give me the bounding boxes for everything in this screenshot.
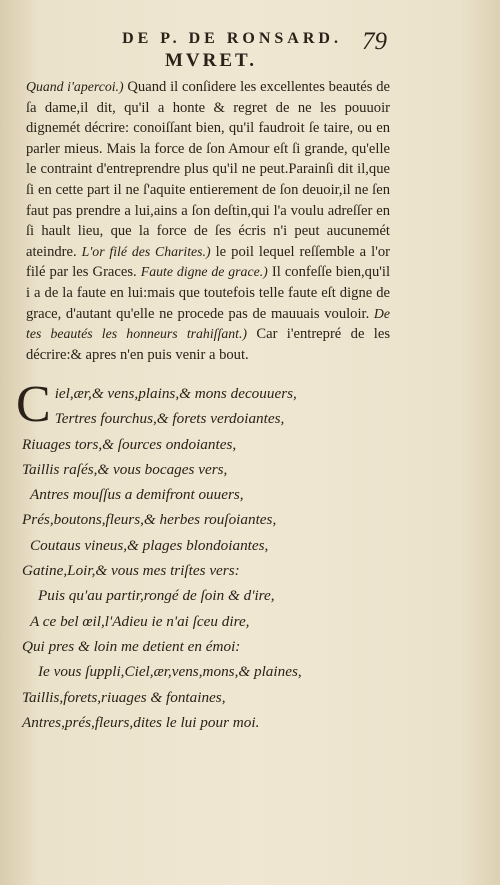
commentary-lemma: Faute digne de grace.) (140, 264, 268, 280)
drop-cap: C (16, 376, 51, 433)
commentary-text: Quand il conſidere les excellentes beautés de ſa dame,il dit, qu'il a honte & regret de ne les pouuoir dignemét décrire: conoiſſant bien, qu'il faudroit ſe taire, ou en parler mieus. Mais la force de ſon Amour eſt ſi grande, qu'elle le contraint d'entreprendre plus qu'il ne peut.Parainſi dit il,que ſi en cette part il ne ſ'aquite entierement de ſon deuoir,il ne ſen faut pas prendre a lui,ains a ſon deſtin,qui l'a voulu adreſſer en ſi hault lieu, que la force de ſes écris n'i peut aucunemét ateindre. (26, 79, 390, 260)
poem-line: Taillis,forets,riuages & fontaines, (22, 688, 226, 706)
poem-line: A ce bel œil,l'Adieu ie n'ai ſceu dire, (30, 612, 250, 630)
commentary-text: le poil lequel reſſemble a l'or filé par les Graces. (26, 243, 391, 281)
poem-line: Antres mouſſus a demifront ouuers, (30, 486, 244, 504)
commentary-lemma: L'or filé des Charites.) (81, 243, 211, 259)
commentary-text: Car i'entrepré de les décrire:& apres n'en puis venir a bout. (26, 326, 391, 363)
section-heading: MVRET. (165, 50, 258, 71)
commentary-paragraph (26, 77, 390, 365)
poem-line: Ie vous ſuppli,Ciel,ær,vens,mons,& plaines, (38, 663, 302, 681)
poem-line: Prés,boutons,fleurs,& herbes rouſoiantes, (22, 511, 277, 529)
commentary-lemma: Quand i'apercoi.) (26, 79, 124, 94)
commentary-lemma: De tes beautés les honneurs trahiſſant.) (26, 305, 390, 342)
poem-line: Gatine,Loir,& vous mes triſtes vers: (22, 562, 240, 580)
sonnet (16, 376, 386, 735)
poem-line: Riuages tors,& ſources ondoiantes, (22, 435, 237, 453)
poem-line: Puis qu'au partir,rongé de ſoin & d'ire, (38, 587, 275, 605)
page-number: 79 (362, 28, 387, 55)
commentary-text: Il confeſſe bien,qu'il i a de la faute en lui:mais que toutefois telle faute eſt digne de grace, d'autant qu'elle ne procede pas de mauuais vouloir. (26, 264, 391, 322)
poem-line: Tertres fourchus,& forets verdoiantes, (54, 410, 285, 428)
poem-line: Coutaus vineus,& plages blondoiantes, (30, 536, 269, 554)
poem-line: Qui pres & loin me detient en émoi: (22, 637, 241, 655)
poem-line: Taillis raſés,& vous bocages vers, (22, 460, 228, 478)
running-title: DE P. DE RONSARD. (122, 30, 342, 47)
poem-line: iel,ær,& vens,plains,& mons decouuers, (54, 385, 297, 402)
poem-line: Antres,prés,fleurs,dites le lui pour moi. (22, 713, 260, 731)
